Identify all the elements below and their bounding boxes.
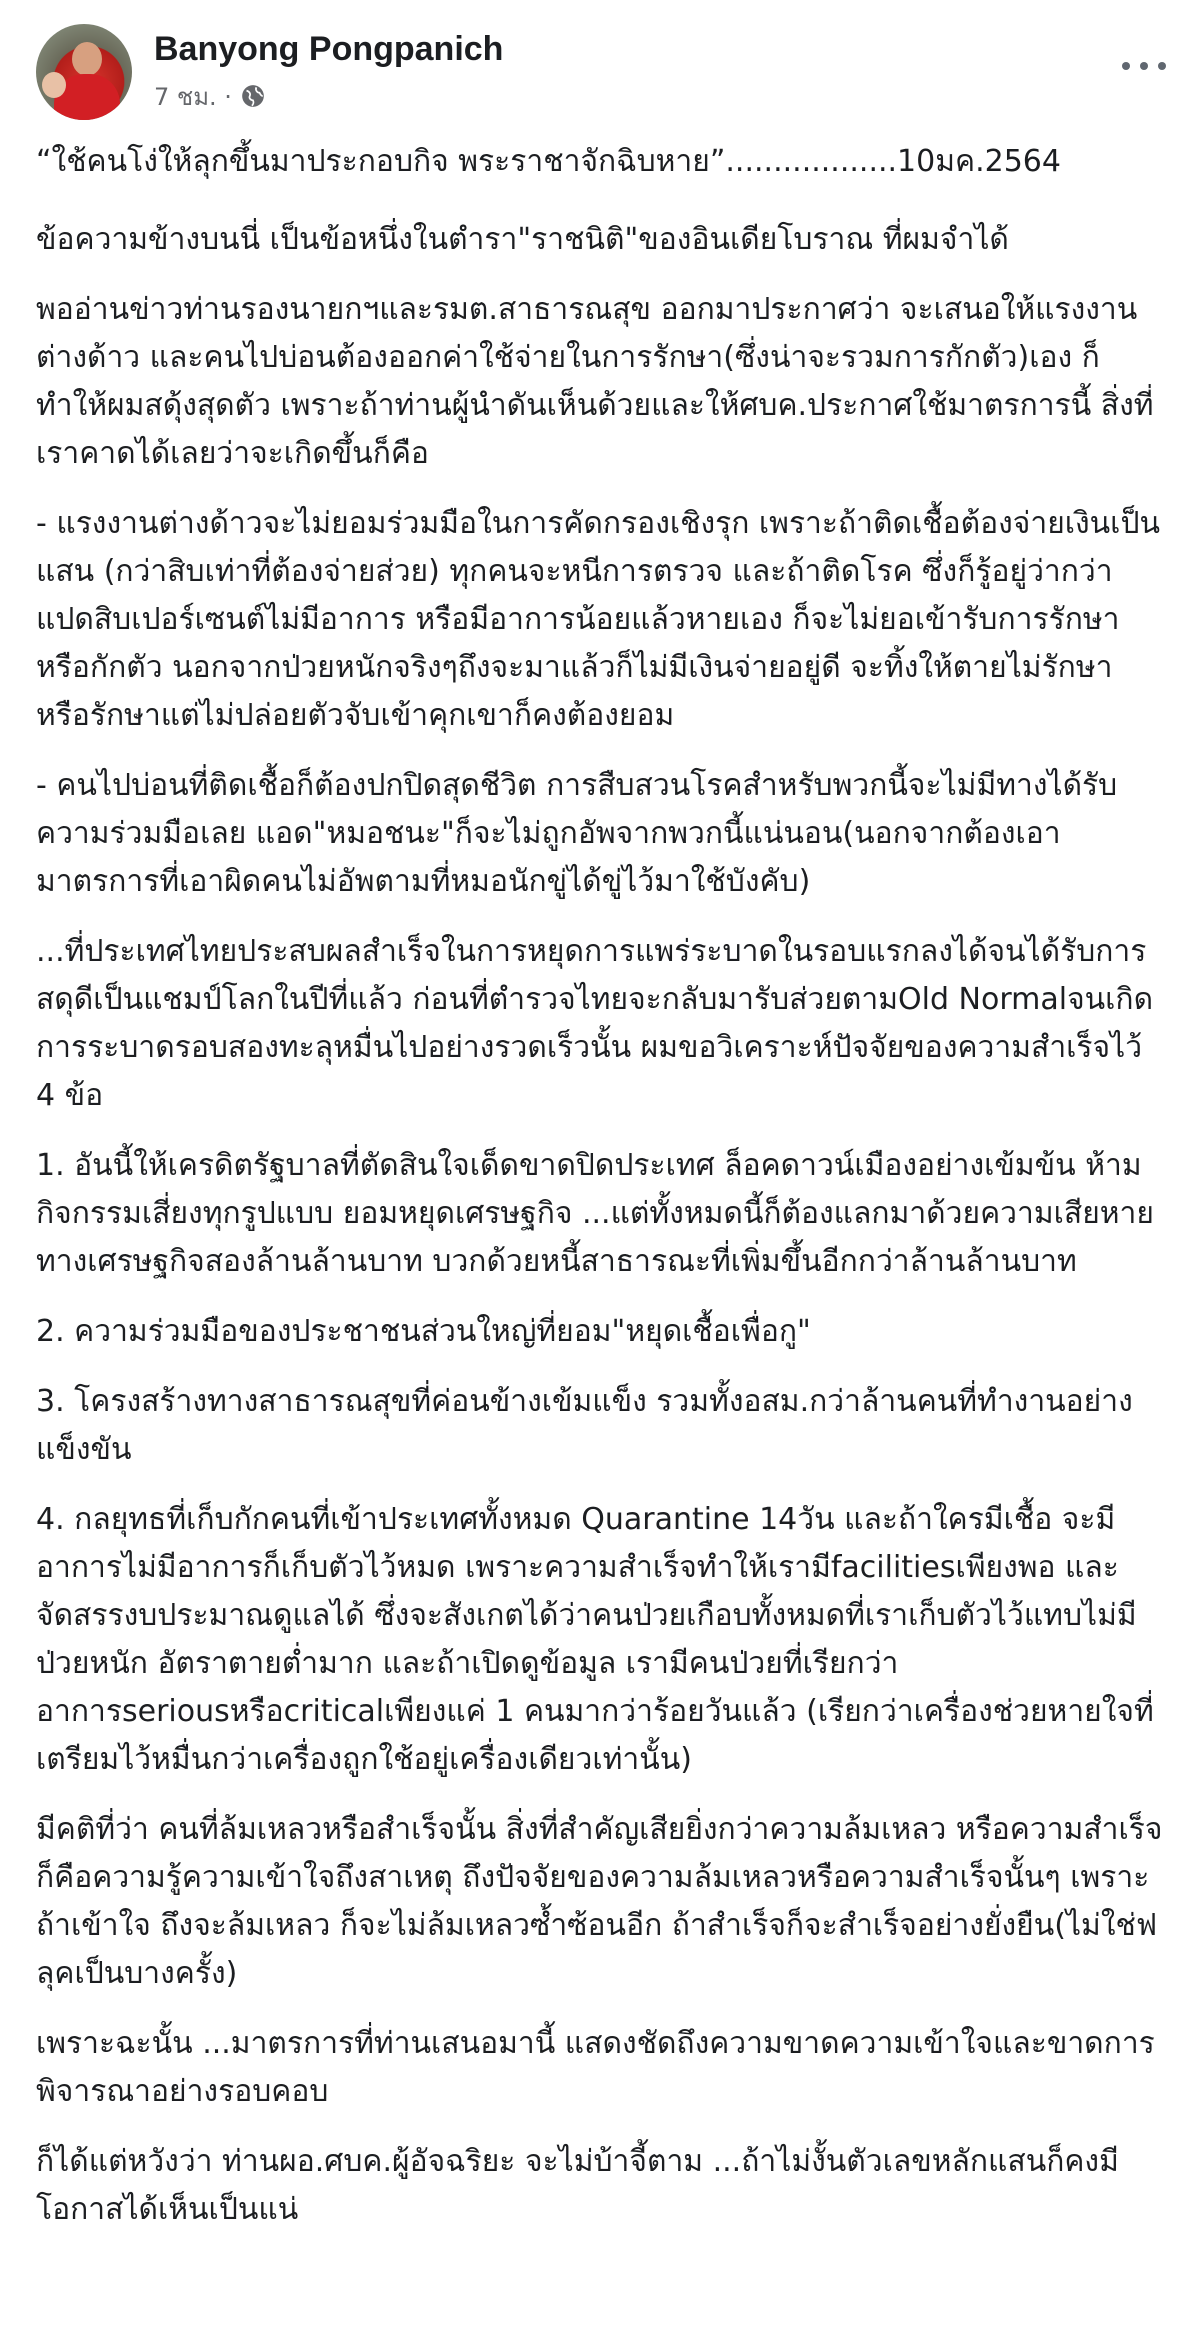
post-paragraph: 3. โครงสร้างทางสาธารณสุขที่ค่อนข้างเข้มแข็ง รวมทั้งอสม.กว่าล้านคนที่ทำงานอย่างแข็งขัน: [36, 1384, 1133, 1467]
post-header: [36, 24, 1166, 124]
more-dot: [1158, 62, 1166, 70]
more-options-icon[interactable]: [1122, 54, 1166, 78]
post-paragraph: - แรงงานต่างด้าวจะไม่ยอมร่วมมือในการคัดกรองเชิงรุก เพราะถ้าติดเชื้อต้องจ่ายเงินเป็นแสน (กว่าสิบเท่าที่ต้องจ่ายส่วย) ทุกคนจะหนีการตรวจ และถ้าติดโรค ซึ่งก็รู้อยู่ว่ากว่าแปดสิบเปอร์เซนต์ไม่มีอาการ หรือมีอาการน้อยแล้วหายเอง ก็จะไม่ยอเข้ารับการรักษาหรือกักตัว นอกจากป่วยหนักจริงๆถึงจะมาแล้วก็ไม่มีเงินจ่ายอยู่ดี จะทิ้งให้ตายไม่รักษา หรือรักษาแต่ไม่ปล่อยตัวจับเข้าคุกเขาก็คงต้องยอม: [36, 506, 1160, 733]
post-paragraph: ก็ได้แต่หวังว่า ท่านผอ.ศบค.ผู้อัจฉริยะ จะไม่บ้าจี้ตาม ...ถ้าไม่งั้นตัวเลขหลักแสนก็คงมีโอกาสได้เห็นเป็นแน่: [36, 2144, 1119, 2227]
post-timestamp[interactable]: 7 ชม. ·: [154, 82, 232, 111]
avatar-child: [42, 72, 66, 98]
post-paragraph: มีคติที่ว่า คนที่ล้มเหลวหรือสำเร็จนั้น สิ่งที่สำคัญเสียยิ่งกว่าความล้มเหลว หรือความสำเร็จ ก็คือความรู้ความเข้าใจถึงสาเหตุ ถึงปัจจัยของความล้มเหลวหรือความสำเร็จนั้นๆ เพราะถ้าเข้าใจ ถึงจะล้มเหลว ก็จะไม่ล้มเหลวซ้ำซ้อนอีก ถ้าสำเร็จก็จะสำเร็จอย่างยั่งยืน(ไม่ใช่ฟลุคเป็นบางครั้ง): [36, 1812, 1163, 1991]
more-dot: [1140, 62, 1148, 70]
author-name[interactable]: Banyong Pongpanich: [154, 30, 504, 68]
post-body: [36, 138, 1166, 2256]
globe-icon[interactable]: [240, 83, 266, 109]
post-paragraph: 4. กลยุทธที่เก็บกักคนที่เข้าประเทศทั้งหมด Quarantine 14วัน และถ้าใครมีเชื้อ จะมีอาการไม่มีอาการก็เก็บตัวไว้หมด เพราะความสำเร็จทำให้เรามีfacilitiesเพียงพอ และจัดสรรงบประมาณดูแลได้ ซึ่งจะสังเกตได้ว่าคนป่วยเกือบทั้งหมดที่เราเก็บตัวไว้แทบไม่มีป่วยหนัก อัตราตายต่ำมาก และถ้าเปิดดูข้อมูล เรามีคนป่วยที่เรียกว่าอาการseriousหรือcriticalเพียงแค่ 1 คนมากว่าร้อยวันแล้ว (เรียกว่าเครื่องช่วยหายใจที่เตรียมไว้หมื่นกว่าเครื่องถูกใช้อยู่เครื่องเดียวเท่านั้น): [36, 1502, 1154, 1777]
avatar[interactable]: [36, 24, 132, 120]
post-paragraph: ข้อความข้างบนนี่ เป็นข้อหนึ่งในตำรา"ราชนิติ"ของอินเดียโบราณ ที่ผมจำได้: [36, 222, 1009, 257]
more-dot: [1122, 62, 1130, 70]
post-paragraph: 1. อันนี้ให้เครดิตรัฐบาลที่ตัดสินใจเด็ดขาดปิดประเทศ ล็อคดาวน์เมืองอย่างเข้มข้น ห้ามกิจกรรมเสี่ยงทุกรูปแบบ ยอมหยุดเศรษฐกิจ ...แต่ทั้งหมดนี้ก็ต้องแลกมาด้วยความเสียหายทางเศรษฐกิจสองล้านล้านบาท บวกด้วยหนี้สาธารณะที่เพิ่มขึ้นอีกกว่าล้านล้านบาท: [36, 1148, 1154, 1279]
post-paragraph: - คนไปบ่อนที่ติดเชื้อก็ต้องปกปิดสุดชีวิต การสืบสวนโรคสำหรับพวกนี้จะไม่มีทางได้รับความร่วมมือเลย แอด"หมอชนะ"ก็จะไม่ถูกอัพจากพวกนี้แน่นอน(นอกจากต้องเอามาตรการที่เอาผิดคนไม่อัพตามที่หมอนักขู่ได้ขู่ไว้มาใช้บังคับ): [36, 768, 1118, 899]
post-meta: [154, 78, 266, 114]
post-paragraph: ...ที่ประเทศไทยประสบผลสำเร็จในการหยุดการแพร่ระบาดในรอบแรกลงได้จนได้รับการสดุดีเป็นแชมป์โลกในปีที่แล้ว ก่อนที่ตำรวจไทยจะกลับมารับส่วยตามOld Normalจนเกิดการระบาดรอบสองทะลุหมื่นไปอย่างรวดเร็วนั้น ผมขอวิเคราะห์ปัจจัยของความสำเร็จไว้ 4 ข้อ: [36, 934, 1154, 1113]
post-paragraph: เพราะฉะนั้น ...มาตรการที่ท่านเสนอมานี้ แสดงชัดถึงความขาดความเข้าใจและขาดการพิจารณาอย่างรอบคอบ: [36, 2026, 1155, 2109]
avatar-face: [72, 42, 102, 76]
post-paragraph: 2. ความร่วมมือของประชาชนส่วนใหญ่ที่ยอม"หยุดเชื้อเพื่อกู": [36, 1314, 811, 1349]
post-paragraph: พออ่านข่าวท่านรองนายกฯและรมต.สาธารณสุข ออกมาประกาศว่า จะเสนอให้แรงงานต่างด้าว และคนไปบ่อนต้องออกค่าใช้จ่ายในการรักษา(ซึ่งน่าจะรวมการกักตัว)เอง ก็ทำให้ผมสดุ้งสุดตัว เพราะถ้าท่านผู้นำดันเห็นด้วยและให้ศบค.ประกาศใช้มาตรการนี้ สิ่งที่เราคาดได้เลยว่าจะเกิดขึ้นก็คือ: [36, 292, 1154, 471]
post-paragraph: “ใช้คนโง่ให้ลุกขึ้นมาประกอบกิจ พระราชาจักฉิบหาย”..................10มค.2564: [36, 144, 1061, 179]
